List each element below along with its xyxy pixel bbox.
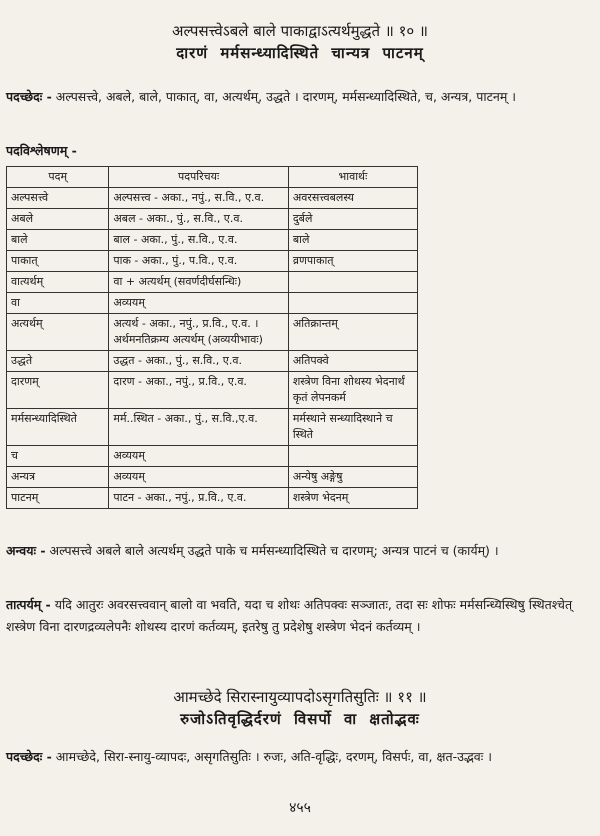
table-row <box>7 314 418 351</box>
verse-11-line-2: रुजोऽतिवृद्धिर्दरणं विसर्पो वा क्षतोद्भवः <box>180 710 420 728</box>
cell-parichaya: मर्म..स्थित - अका., पुं., स.वि.,ए.व. <box>109 409 288 446</box>
cell-padam: उद्धते <box>7 351 109 372</box>
cell-padam: दारणम् <box>7 372 109 409</box>
cell-padam: पाटनम् <box>7 488 109 509</box>
verse-11 <box>0 686 600 730</box>
verse-10 <box>0 20 600 64</box>
cell-parichaya: पाटन - अका., नपुं., प्र.वि., ए.व. <box>109 488 288 509</box>
cell-bhavartha: अतिक्रान्तम् <box>288 314 417 351</box>
verse-10-line-2: दारणं मर्मसन्ध्यादिस्थिते चान्यत्र पाटनम् <box>176 44 424 62</box>
cell-bhavartha: शस्त्रेण भेदनम् <box>288 488 417 509</box>
col-header-padam: पदम् <box>7 167 109 188</box>
analysis-table <box>6 166 418 509</box>
cell-bhavartha: मर्मस्थाने सन्ध्यादिस्थाने च स्थिते <box>288 409 417 446</box>
cell-padam: अन्यत्र <box>7 467 109 488</box>
cell-bhavartha <box>288 446 417 467</box>
cell-padam: अबले <box>7 209 109 230</box>
cell-parichaya: बाल - अका., पुं., स.वि., ए.व. <box>109 230 288 251</box>
table-row <box>7 293 418 314</box>
verse-10-line-1: अल्पसत्त्वेऽबले बाले पाकाद्वाऽत्यर्थमुद्धते ॥ १० ॥ <box>172 22 428 40</box>
padaccheda-text: आमच्छेदे, सिरा-स्नायु-व्यापदः, असृगतिसुतिः । रुजः, अति-वृद्धिः, दरणम्, विसर्पः, वा, क्षत-उद्भवः । <box>55 749 492 764</box>
cell-padam: वात्यर्थम् <box>7 272 109 293</box>
table-row <box>7 209 418 230</box>
anvaya-paragraph <box>6 540 592 562</box>
table-row <box>7 467 418 488</box>
table-row <box>7 488 418 509</box>
cell-bhavartha: बाले <box>288 230 417 251</box>
col-header-padaparichaya: पदपरिचयः <box>109 167 288 188</box>
padaccheda-text: अल्पसत्त्वे, अबले, बाले, पाकात्, वा, अत्यर्थम्, उद्धते । दारणम्, मर्मसन्ध्यादिस्थिते, च, अन्यत्र, पाटनम् । <box>55 89 517 104</box>
anvaya-text: अल्पसत्त्वे अबले बाले अत्यर्थम् उद्धते पाके च मर्मसन्ध्यादिस्थिते च दारणम्; अन्यत्र पाटनं च (कार्यम्) । <box>49 543 499 558</box>
table-row <box>7 446 418 467</box>
cell-parichaya: पाक - अका., पुं., प.वि., ए.व. <box>109 251 288 272</box>
tatparya-text: यदि आतुरः अवरसत्त्ववान् बालो वा भवति, यदा च शोथः अतिपक्वः सञ्जातः, तदा सः शोफः मर्मसन्ध्यिस्थिषु स्थितश्चेत् शस्त्रेण विना दारणद्रव्यलेपनैः शोथस्य दारणं कर्तव्यम्, इतरेषु तु प्रदेशेषु शस्त्रेण भेदनं कर्तव्यम् । <box>6 597 573 634</box>
cell-bhavartha: व्रणपाकात् <box>288 251 417 272</box>
padaccheda-10 <box>6 86 592 108</box>
cell-bhavartha <box>288 293 417 314</box>
anvaya-label: अन्वयः - <box>6 543 46 558</box>
page-number: ४५५ <box>289 800 311 816</box>
table-row <box>7 351 418 372</box>
cell-padam: अत्यर्थम् <box>7 314 109 351</box>
cell-padam: मर्मसन्ध्यादिस्थिते <box>7 409 109 446</box>
padaccheda-label: पदच्छेदः - <box>6 749 52 764</box>
cell-parichaya: अबल - अका., पुं., स.वि., ए.व. <box>109 209 288 230</box>
table-row <box>7 230 418 251</box>
table-row <box>7 251 418 272</box>
cell-parichaya: वा + अत्यर्थम् (सवर्णदीर्घसन्धिः) <box>109 272 288 293</box>
col-header-bhavartha: भावार्थः <box>288 167 417 188</box>
padaccheda-label: पदच्छेदः - <box>6 89 52 104</box>
cell-padam: बाले <box>7 230 109 251</box>
table-header-row <box>7 167 418 188</box>
verse-11-line-1: आमच्छेदे सिरास्नायुव्यापदोऽसृगतिसुतिः ॥ ११ ॥ <box>173 688 427 706</box>
cell-padam: च <box>7 446 109 467</box>
tatparya-paragraph <box>6 594 592 638</box>
table-row <box>7 272 418 293</box>
table-row <box>7 409 418 446</box>
table-row <box>7 188 418 209</box>
cell-parichaya: अव्ययम् <box>109 467 288 488</box>
cell-bhavartha: अन्येषु अङ्गेषु <box>288 467 417 488</box>
table-row <box>7 372 418 409</box>
cell-bhavartha: दुर्बले <box>288 209 417 230</box>
cell-bhavartha: शस्त्रेण विना शोथस्य भेदनार्थं कृतं लेपनकर्म <box>288 372 417 409</box>
cell-bhavartha <box>288 272 417 293</box>
cell-parichaya: अत्यर्थ - अका., नपुं., प्र.वि., ए.व. । अर्थमनतिक्रम्य अत्यर्थम् (अव्ययीभावः) <box>109 314 288 351</box>
cell-padam: अल्पसत्त्वे <box>7 188 109 209</box>
cell-parichaya: उद्धत - अका., पुं., स.वि., ए.व. <box>109 351 288 372</box>
padavishleshanam-heading: पदविश्लेषणम् - <box>6 143 77 158</box>
cell-padam: वा <box>7 293 109 314</box>
cell-padam: पाकात् <box>7 251 109 272</box>
cell-parichaya: अव्ययम् <box>109 293 288 314</box>
cell-parichaya: अल्पसत्त्व - अका., नपुं., स.वि., ए.व. <box>109 188 288 209</box>
padaccheda-11 <box>6 746 592 768</box>
cell-parichaya: अव्ययम् <box>109 446 288 467</box>
cell-parichaya: दारण - अका., नपुं., प्र.वि., ए.व. <box>109 372 288 409</box>
tatparya-label: तात्पर्यम् - <box>6 597 51 612</box>
cell-bhavartha: अतिपक्वे <box>288 351 417 372</box>
cell-bhavartha: अवरसत्त्वबलस्य <box>288 188 417 209</box>
